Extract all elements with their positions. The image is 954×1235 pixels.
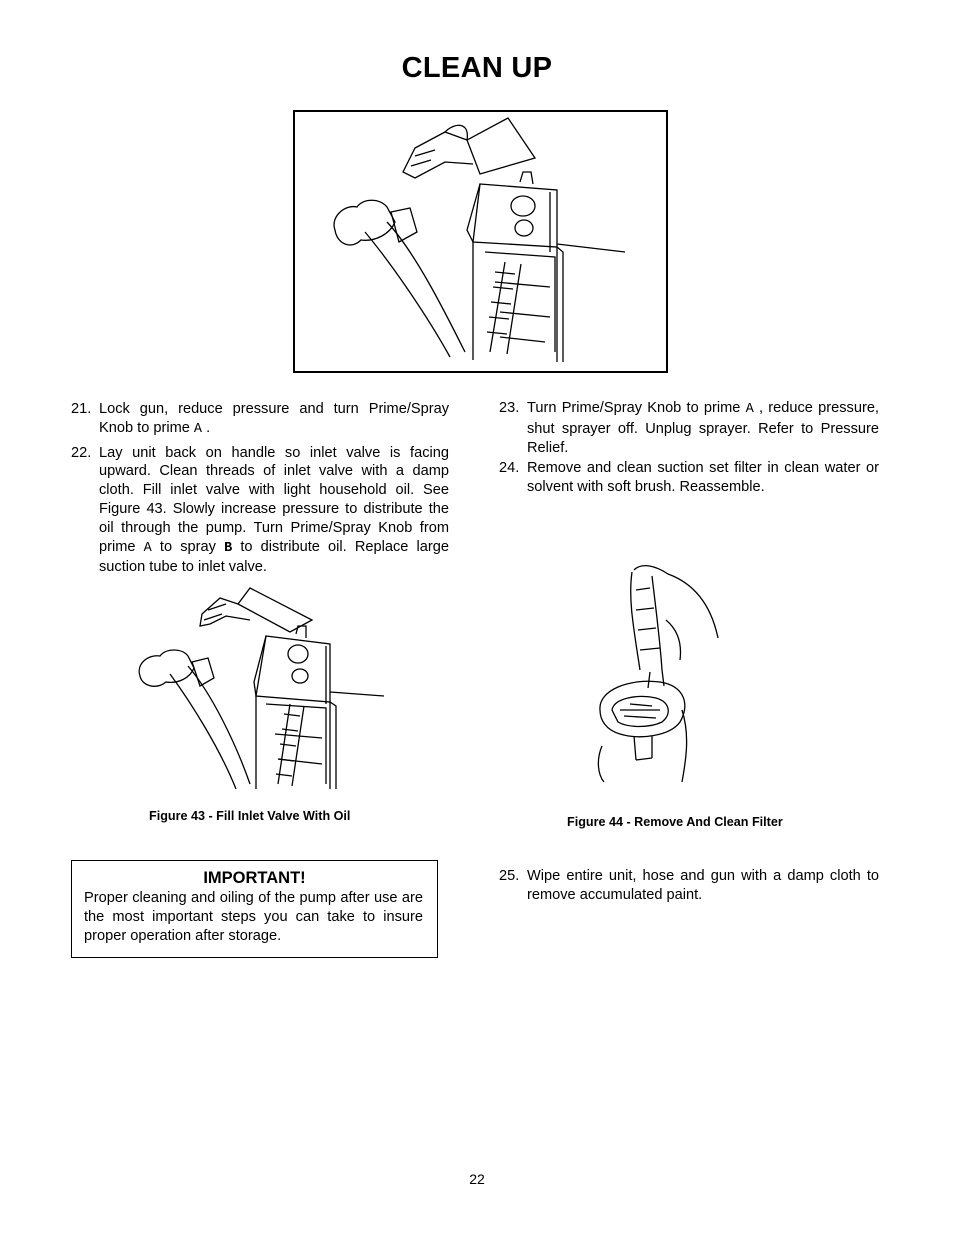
step-number: 23. <box>499 400 520 416</box>
step-text: Turn Prime/Spray Knob to prime <box>527 400 746 416</box>
step-text: Remove and clean suction set filter in clean water or solvent with soft brush. Reassemble. <box>527 460 879 496</box>
step-22 <box>71 444 449 578</box>
figure-44-illustration <box>590 560 730 785</box>
important-notice <box>71 860 438 958</box>
steps-right-column-lower <box>499 867 879 907</box>
step-text: Wipe entire unit, hose and gun with a damp cloth to remove accumulated paint. <box>527 868 879 903</box>
step-21 <box>71 400 449 440</box>
prime-code: A <box>193 421 203 437</box>
steps-left-column <box>71 400 449 579</box>
spray-code: B <box>224 540 233 556</box>
step-text: to spray <box>151 538 225 555</box>
page-number: 22 <box>469 1171 485 1187</box>
figure-43-illustration <box>130 584 390 796</box>
important-body: Proper cleaning and oiling of the pump after use are the most important steps you can take to insure proper operation after storage. <box>84 890 423 944</box>
page-title: CLEAN UP <box>401 52 553 84</box>
step-number: 24. <box>499 460 520 477</box>
prime-code: A <box>745 402 754 417</box>
step-text: Lay unit back on handle so inlet valve is facing upward. Clean threads of inlet valve with a damp cloth. Fill inlet valve with light household oil. See Figure 43. Slowly increase pressure to distribute the oil through the pump. Turn Prime/Spray Knob from prime <box>99 444 449 555</box>
fill-inlet-valve-drawing <box>130 584 390 796</box>
prime-code: A <box>143 540 152 556</box>
step-text: . <box>202 419 211 436</box>
steps-right-column <box>499 399 879 499</box>
step-text: to distribute oil. Replace large suction tube to inlet valve. <box>99 538 450 576</box>
figure-43-caption: Figure 43 - Fill Inlet Valve With Oil <box>149 809 351 823</box>
top-illustration <box>293 110 668 373</box>
step-number: 22. <box>71 444 92 461</box>
step-number: 25. <box>499 868 520 884</box>
step-23 <box>499 399 879 457</box>
figure-44-caption: Figure 44 - Remove And Clean Filter <box>567 815 783 829</box>
remove-clean-filter-drawing <box>590 560 730 785</box>
step-number: 21. <box>71 401 92 417</box>
step-text: Lock gun, reduce pressure and turn Prime/Spray Knob to prime <box>99 401 449 436</box>
important-heading: IMPORTANT! <box>203 869 306 887</box>
step-25 <box>499 867 879 905</box>
pump-oiling-drawing-top <box>295 112 666 371</box>
step-text: , reduce pressure, shut sprayer off. Unplug sprayer. Refer to Pressure Relief. <box>527 400 879 456</box>
step-24 <box>499 459 879 497</box>
